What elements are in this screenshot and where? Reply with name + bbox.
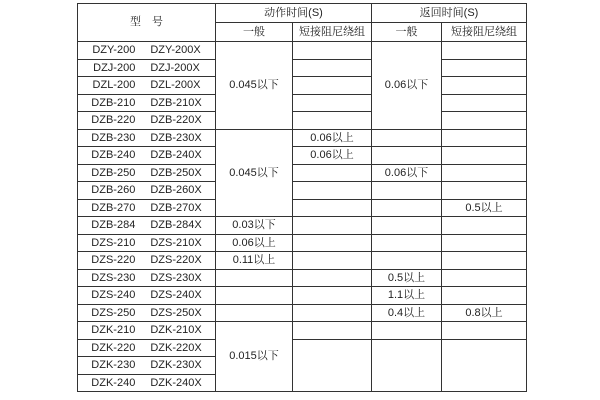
action-damping-cell: 0.06以上 xyxy=(293,129,372,147)
action-damping-cell xyxy=(293,269,372,287)
action-damping-cell xyxy=(293,339,372,392)
return-general-cell xyxy=(372,252,442,270)
table-row xyxy=(78,94,527,112)
return-damping-cell xyxy=(442,287,527,305)
model-cell xyxy=(78,374,216,392)
return-damping-cell xyxy=(442,252,527,270)
return-damping-cell xyxy=(442,164,527,182)
model-name: DZK-220 xyxy=(91,341,136,354)
model-cell xyxy=(78,199,216,217)
return-general-cell: 0.5以上 xyxy=(372,269,442,287)
model-name-x: DZJ-200X xyxy=(150,61,200,74)
model-cell xyxy=(78,269,216,287)
action-general-cell: 0.045以下 xyxy=(216,129,293,217)
action-damping-cell xyxy=(293,322,372,340)
spec-table-header xyxy=(78,4,527,42)
model-name: DZB-270 xyxy=(91,201,136,214)
model-name-x: DZS-230X xyxy=(150,271,202,284)
action-damping-cell xyxy=(293,59,372,77)
return-general-cell xyxy=(372,339,442,392)
table-row xyxy=(78,199,527,217)
action-damping-subheader: 短接阻尼绕组 xyxy=(293,23,372,42)
return-general-cell: 1.1以上 xyxy=(372,287,442,305)
model-name: DZS-210 xyxy=(91,236,136,249)
return-damping-cell: 0.5以上 xyxy=(442,199,527,217)
table-row xyxy=(78,112,527,130)
table-row xyxy=(78,182,527,200)
model-name: DZB-284 xyxy=(91,219,136,232)
model-cell xyxy=(78,42,216,60)
return-general-cell xyxy=(372,234,442,252)
return-general-cell: 0.06以下 xyxy=(372,164,442,182)
model-name-x: DZB-270X xyxy=(150,201,202,214)
model-name: DZB-240 xyxy=(91,149,136,162)
model-cell xyxy=(78,287,216,305)
model-name-x: DZK-210X xyxy=(150,324,202,337)
action-general-cell: 0.03以下 xyxy=(216,217,293,235)
model-name-x: DZB-284X xyxy=(150,219,202,232)
action-damping-cell xyxy=(293,94,372,112)
return-damping-cell xyxy=(442,339,527,392)
action-general-subheader: 一般 xyxy=(216,23,293,42)
action-damping-cell xyxy=(293,199,372,217)
model-cell xyxy=(78,59,216,77)
model-name: DZS-250 xyxy=(91,306,136,319)
return-damping-cell xyxy=(442,112,527,130)
table-row xyxy=(78,217,527,235)
model-cell xyxy=(78,112,216,130)
model-cell xyxy=(78,164,216,182)
model-header: 型 号 xyxy=(78,4,216,42)
table-row xyxy=(78,164,527,182)
action-damping-cell xyxy=(293,164,372,182)
return-general-cell xyxy=(372,147,442,165)
model-name-x: DZB-220X xyxy=(150,114,202,127)
model-cell xyxy=(78,304,216,322)
action-damping-cell xyxy=(293,42,372,60)
model-name-x: DZB-250X xyxy=(150,166,202,179)
return-general-cell: 0.06以下 xyxy=(372,42,442,130)
action-general-cell xyxy=(216,287,293,305)
model-name-x: DZS-240X xyxy=(150,289,202,302)
model-name: DZJ-200 xyxy=(93,61,136,74)
model-name: DZK-240 xyxy=(91,376,136,389)
action-general-cell: 0.06以上 xyxy=(216,234,293,252)
action-general-cell: 0.11以上 xyxy=(216,252,293,270)
return-general-cell: 0.4以上 xyxy=(372,304,442,322)
model-name: DZB-250 xyxy=(91,166,136,179)
model-name-x: DZK-220X xyxy=(150,341,202,354)
action-damping-cell xyxy=(293,304,372,322)
model-cell xyxy=(78,77,216,95)
model-cell xyxy=(78,234,216,252)
table-row xyxy=(78,252,527,270)
model-name-x: DZS-220X xyxy=(150,254,202,267)
action-general-cell xyxy=(216,269,293,287)
return-damping-cell xyxy=(442,147,527,165)
action-general-cell: 0.045以下 xyxy=(216,42,293,130)
model-name: DZY-200 xyxy=(92,44,136,57)
action-damping-cell xyxy=(293,217,372,235)
model-name: DZB-220 xyxy=(91,114,136,127)
model-cell xyxy=(78,94,216,112)
model-name: DZL-200 xyxy=(92,79,136,92)
model-name-x: DZK-240X xyxy=(150,376,202,389)
return-damping-cell xyxy=(442,42,527,60)
model-name-x: DZB-240X xyxy=(150,149,202,162)
table-row xyxy=(78,287,527,305)
action-damping-cell xyxy=(293,112,372,130)
model-name: DZS-240 xyxy=(91,289,136,302)
return-damping-cell xyxy=(442,182,527,200)
model-name: DZS-220 xyxy=(91,254,136,267)
action-damping-cell xyxy=(293,182,372,200)
model-cell xyxy=(78,182,216,200)
model-name-x: DZS-210X xyxy=(150,236,202,249)
model-name: DZB-230 xyxy=(91,131,136,144)
table-row xyxy=(78,147,527,165)
model-cell xyxy=(78,322,216,340)
return-damping-cell xyxy=(442,217,527,235)
model-cell xyxy=(78,252,216,270)
return-damping-cell xyxy=(442,322,527,340)
action-damping-cell xyxy=(293,77,372,95)
return-general-cell xyxy=(372,217,442,235)
model-name-x: DZB-230X xyxy=(150,131,202,144)
table-row xyxy=(78,269,527,287)
action-damping-cell xyxy=(293,234,372,252)
table-row xyxy=(78,339,527,357)
return-damping-subheader: 短接阻尼绕组 xyxy=(442,23,527,42)
return-damping-cell xyxy=(442,59,527,77)
table-row xyxy=(78,59,527,77)
table-row xyxy=(78,322,527,340)
return-general-cell xyxy=(372,322,442,340)
model-name-x: DZY-200X xyxy=(150,44,201,57)
return-damping-cell xyxy=(442,234,527,252)
model-name: DZB-210 xyxy=(91,96,136,109)
model-name: DZS-230 xyxy=(91,271,136,284)
model-name-x: DZS-250X xyxy=(150,306,202,319)
action-time-header: 动作时间(S) xyxy=(216,4,372,23)
return-damping-cell xyxy=(442,94,527,112)
action-general-cell: 0.015以下 xyxy=(216,322,293,392)
action-damping-cell: 0.06以上 xyxy=(293,147,372,165)
table-row xyxy=(78,77,527,95)
model-name-x: DZK-230X xyxy=(150,359,202,372)
model-name-x: DZB-210X xyxy=(150,96,202,109)
spec-table xyxy=(77,3,527,392)
return-general-subheader: 一般 xyxy=(372,23,442,42)
table-row xyxy=(78,234,527,252)
return-damping-cell: 0.8以上 xyxy=(442,304,527,322)
model-name-x: DZL-200X xyxy=(150,79,201,92)
return-time-header: 返回时间(S) xyxy=(372,4,527,23)
model-name: DZK-210 xyxy=(91,324,136,337)
return-damping-cell xyxy=(442,129,527,147)
model-name-x: DZB-260X xyxy=(150,184,202,197)
model-cell xyxy=(78,357,216,375)
model-cell xyxy=(78,339,216,357)
model-name: DZK-230 xyxy=(91,359,136,372)
model-cell xyxy=(78,147,216,165)
model-cell xyxy=(78,129,216,147)
action-damping-cell xyxy=(293,287,372,305)
table-row xyxy=(78,304,527,322)
return-general-cell xyxy=(372,129,442,147)
return-general-cell xyxy=(372,182,442,200)
spec-table-body xyxy=(78,42,527,392)
table-row xyxy=(78,42,527,60)
return-damping-cell xyxy=(442,269,527,287)
table-row xyxy=(78,129,527,147)
action-damping-cell xyxy=(293,252,372,270)
action-general-cell xyxy=(216,304,293,322)
model-name: DZB-260 xyxy=(91,184,136,197)
return-general-cell xyxy=(372,199,442,217)
return-damping-cell xyxy=(442,77,527,95)
model-cell xyxy=(78,217,216,235)
header-row-groups xyxy=(78,4,527,23)
